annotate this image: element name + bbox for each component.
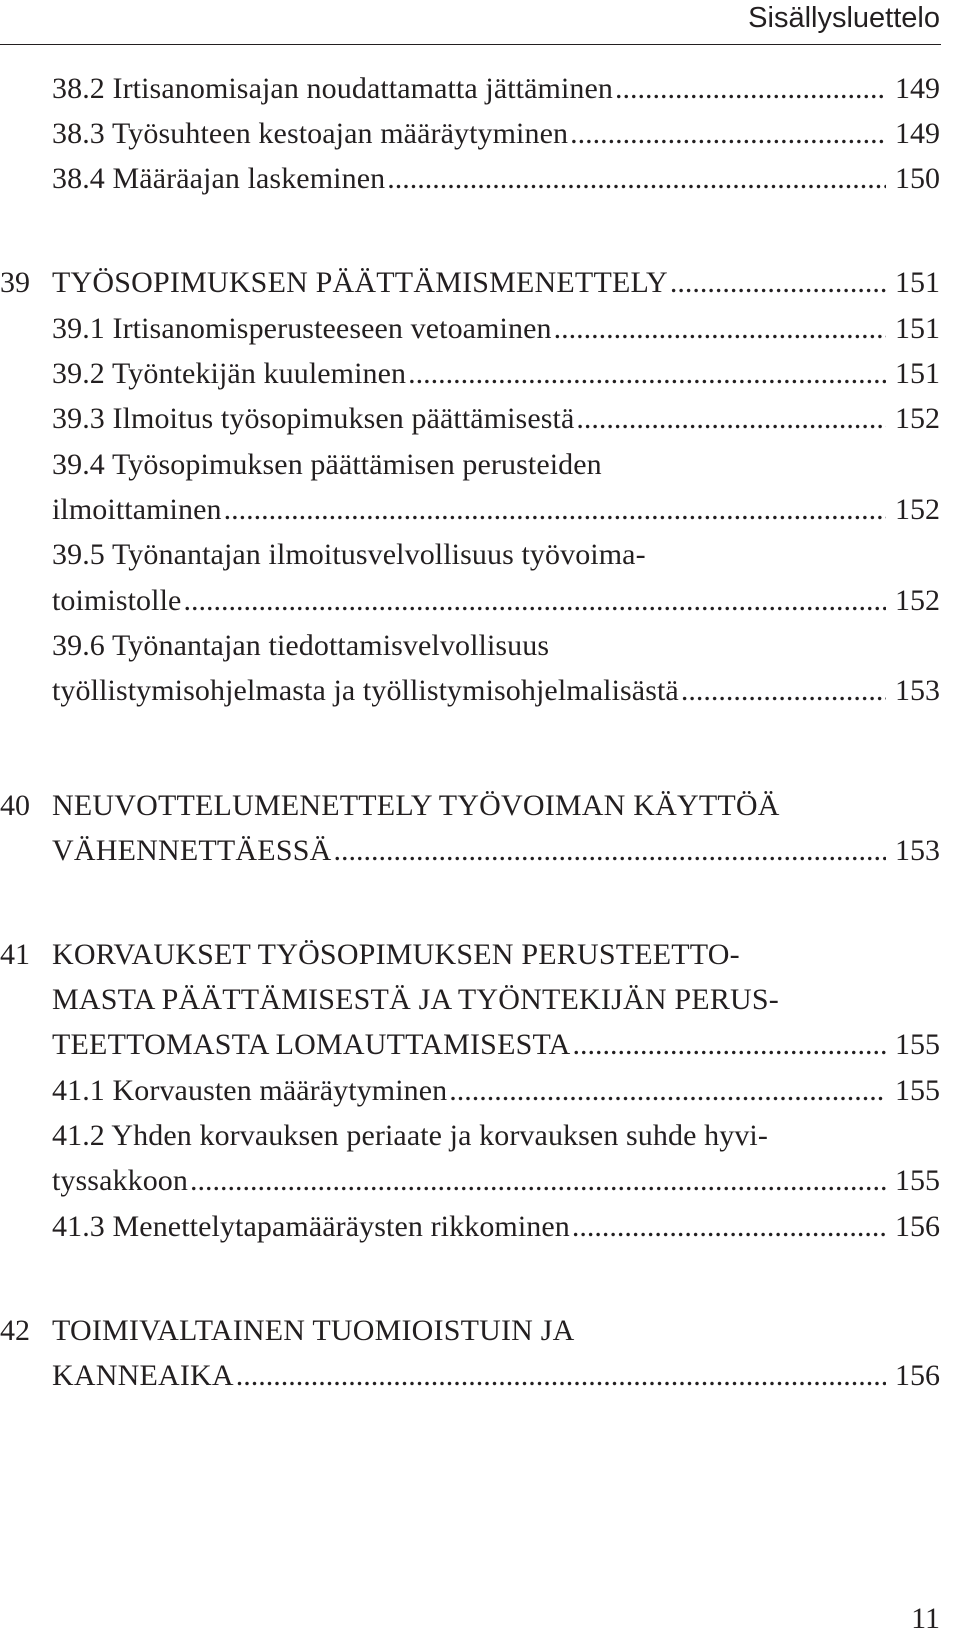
toc-entry-label: 39.6 Työnantajan tiedottamisvelvollisuus: [52, 629, 550, 662]
toc-entry-label: 41.1 Korvausten määräytyminen: [52, 1074, 448, 1107]
toc-entry-label: tyssakkoon: [52, 1164, 188, 1197]
toc-entry-label: 38.3 Työsuhteen kestoajan määräytyminen: [52, 117, 569, 150]
dot-leader: [449, 1068, 886, 1114]
toc-chapter-42-cont[interactable]: [0, 1353, 960, 1401]
toc-chapter-number: 39: [0, 266, 30, 299]
toc-entry-page: 155: [895, 1028, 940, 1061]
toc-entry-page: 155: [895, 1074, 940, 1107]
toc-entry-label: työllistymisohjelmasta ja työllistymisohjelmalisästä: [52, 674, 679, 707]
toc-chapter-number: 42: [0, 1314, 30, 1347]
toc-entry-39-6[interactable]: [0, 623, 960, 671]
toc-entry-41-3[interactable]: [0, 1204, 960, 1252]
toc-entry-label: 41.2 Yhden korvauksen periaate ja korvauksen suhde hyvi-: [52, 1119, 768, 1152]
toc-entry-41-2-cont[interactable]: [0, 1158, 960, 1206]
toc-chapter-40[interactable]: [0, 783, 960, 831]
toc-entry-page: 151: [895, 357, 940, 390]
dot-leader: [554, 306, 886, 352]
toc-entry-page: 152: [895, 493, 940, 526]
toc-entry-page: 155: [895, 1164, 940, 1197]
toc-entry-page: 156: [895, 1359, 940, 1392]
toc-entry-41-1[interactable]: [0, 1068, 960, 1116]
toc-entry-39-3[interactable]: [0, 396, 960, 444]
dot-leader: [224, 487, 886, 533]
toc-entry-label: 38.4 Määräajan laskeminen: [52, 162, 386, 195]
toc-chapter-42[interactable]: [0, 1308, 960, 1356]
toc-entry-38-3[interactable]: [0, 111, 960, 159]
toc-entry-label: NEUVOTTELUMENETTELY TYÖVOIMAN KÄYTTÖÄ: [52, 789, 780, 822]
toc-entry-label: 38.2 Irtisanomisajan noudattamatta jättäminen: [52, 72, 614, 105]
toc-entry-39-4-cont[interactable]: [0, 487, 960, 535]
dot-leader: [576, 396, 886, 442]
toc-entry-page: 151: [895, 266, 940, 299]
toc-entry-label: 39.5 Työnantajan ilmoitusvelvollisuus työvoima-: [52, 538, 646, 571]
toc-entry-page: 153: [895, 834, 940, 867]
toc-entry-41-2[interactable]: [0, 1113, 960, 1161]
dot-leader: [615, 66, 886, 112]
toc-chapter-41-cont-2[interactable]: [0, 1022, 960, 1070]
toc-entry-label: ilmoittaminen: [52, 493, 222, 526]
toc-entry-label: KANNEAIKA: [52, 1359, 234, 1392]
toc-entry-38-4[interactable]: [0, 156, 960, 204]
dot-leader: [681, 668, 886, 714]
toc-entry-label: 41.3 Menettelytapamääräysten rikkominen: [52, 1210, 570, 1243]
toc-entry-page: 151: [895, 312, 940, 345]
toc-entry-page: 156: [895, 1210, 940, 1243]
toc-chapter-number: 40: [0, 789, 30, 822]
dot-leader: [572, 1022, 886, 1068]
toc-entry-label: toimistolle: [52, 584, 182, 617]
dot-leader: [572, 1204, 886, 1250]
toc-entry-label: 39.1 Irtisanomisperusteeseen vetoaminen: [52, 312, 552, 345]
toc-entry-39-6-cont[interactable]: [0, 668, 960, 716]
toc-chapter-41[interactable]: [0, 932, 960, 980]
toc-entry-page: 149: [895, 72, 940, 105]
toc-entry-39-1[interactable]: [0, 306, 960, 354]
dot-leader: [333, 828, 886, 874]
dot-leader: [190, 1158, 886, 1204]
toc-entry-label: TEETTOMASTA LOMAUTTAMISESTA: [52, 1028, 571, 1061]
toc-entry-label: 39.4 Työsopimuksen päättämisen perusteiden: [52, 448, 602, 481]
toc-entry-page: 149: [895, 117, 940, 150]
toc-entry-39-5[interactable]: [0, 532, 960, 580]
toc-entry-label: 39.3 Ilmoitus työsopimuksen päättämisestä: [52, 402, 575, 435]
toc-entry-39-2[interactable]: [0, 351, 960, 399]
dot-leader: [408, 351, 886, 397]
dot-leader: [183, 578, 886, 624]
dot-leader: [570, 111, 886, 157]
toc-chapter-41-cont-1[interactable]: [0, 977, 960, 1025]
toc-chapter-40-cont[interactable]: [0, 828, 960, 876]
toc-entry-page: 152: [895, 584, 940, 617]
toc-entry-label: KORVAUKSET TYÖSOPIMUKSEN PERUSTEETTO-: [52, 938, 740, 971]
toc-entry-label: MASTA PÄÄTTÄMISESTÄ JA TYÖNTEKIJÄN PERUS-: [52, 983, 779, 1016]
toc-entry-label: TOIMIVALTAINEN TUOMIOISTUIN JA: [52, 1314, 575, 1347]
toc-entry-page: 153: [895, 674, 940, 707]
toc-entry-page: 150: [895, 162, 940, 195]
toc-chapter-39[interactable]: [0, 260, 960, 308]
toc-entry-39-5-cont[interactable]: [0, 578, 960, 626]
toc-entry-label: TYÖSOPIMUKSEN PÄÄTTÄMISMENETTELY: [52, 266, 668, 299]
toc-entry-label: 39.2 Työntekijän kuuleminen: [52, 357, 407, 390]
dot-leader: [670, 260, 886, 306]
toc-entry-page: 152: [895, 402, 940, 435]
page-number: 11: [911, 1602, 940, 1635]
toc-entry-39-4[interactable]: [0, 442, 960, 490]
toc-entry-label: VÄHENNETTÄESSÄ: [52, 834, 332, 867]
dot-leader: [236, 1353, 886, 1399]
toc-chapter-number: 41: [0, 938, 30, 971]
toc-entry-38-2[interactable]: [0, 66, 960, 114]
header-title: Sisällysluettelo: [748, 2, 940, 34]
dot-leader: [387, 156, 886, 202]
